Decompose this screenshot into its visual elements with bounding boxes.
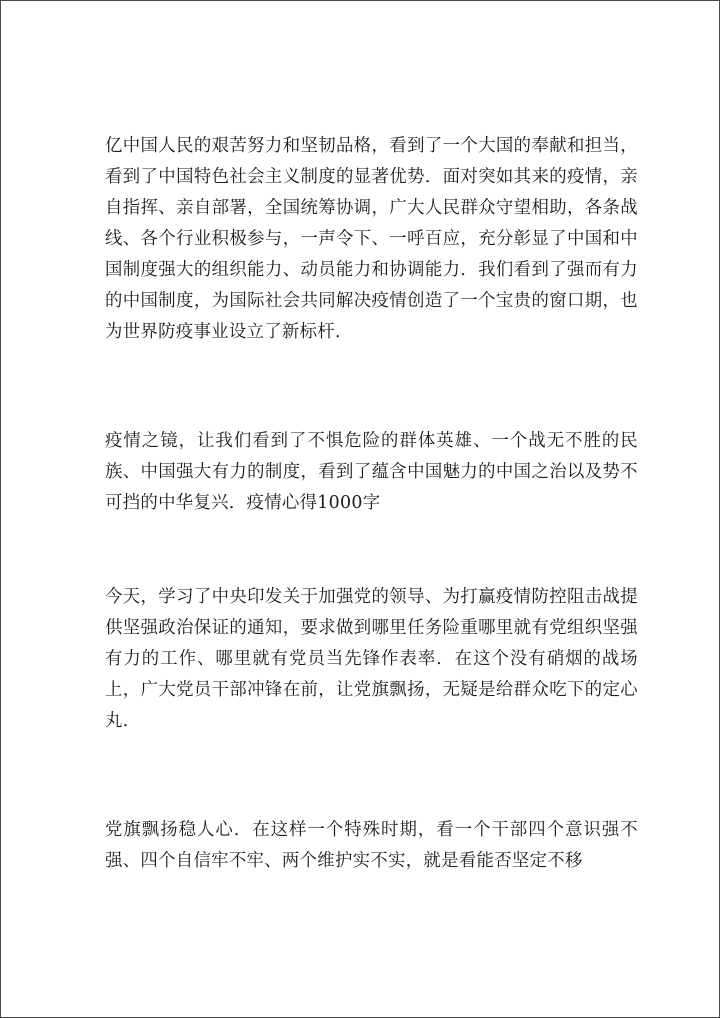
paragraph-4: 党旗飘扬稳人心．在这样一个特殊时期，看一个干部四个意识强不强、四个自信牢不牢、两个维护实不实，就是看能否坚定不移 [105, 820, 638, 871]
paragraph-3: 今天，学习了中央印发关于加强党的领导、为打赢疫情防控阻击战提供坚强政治保证的通知，要求做到哪里任务险重哪里就有党组织坚强有力的工作、哪里就有党员当先锋作表率．在这个没有硝烟的战场上，广大党员干部冲锋在前，让党旗飘扬，无疑是给群众吃下的定心丸． [105, 587, 638, 731]
paragraph-2: 疫情之镜，让我们看到了不惧危险的群体英雄、一个战无不胜的民族、中国强大有力的制度，看到了蕴含中国魅力的中国之治以及势不可挡的中华复兴．疫情心得1000字 [105, 431, 638, 513]
paragraph-1: 亿中国人民的艰苦努力和坚韧品格，看到了一个大国的奉献和担当，看到了中国特色社会主义制度的显著优势．面对突如其来的疫情，亲自指挥、亲自部署，全国统筹协调，广大人民群众守望相助，各条战线、各个行业积极参与，一声令下、一呼百应，充分彰显了中国和中国制度强大的组织能力、动员能力和协调能力．我们看到了强而有力的中国制度，为国际社会共同解决疫情创造了一个宝贵的窗口期，也为世界防疫事业设立了新标杆． [105, 136, 638, 342]
